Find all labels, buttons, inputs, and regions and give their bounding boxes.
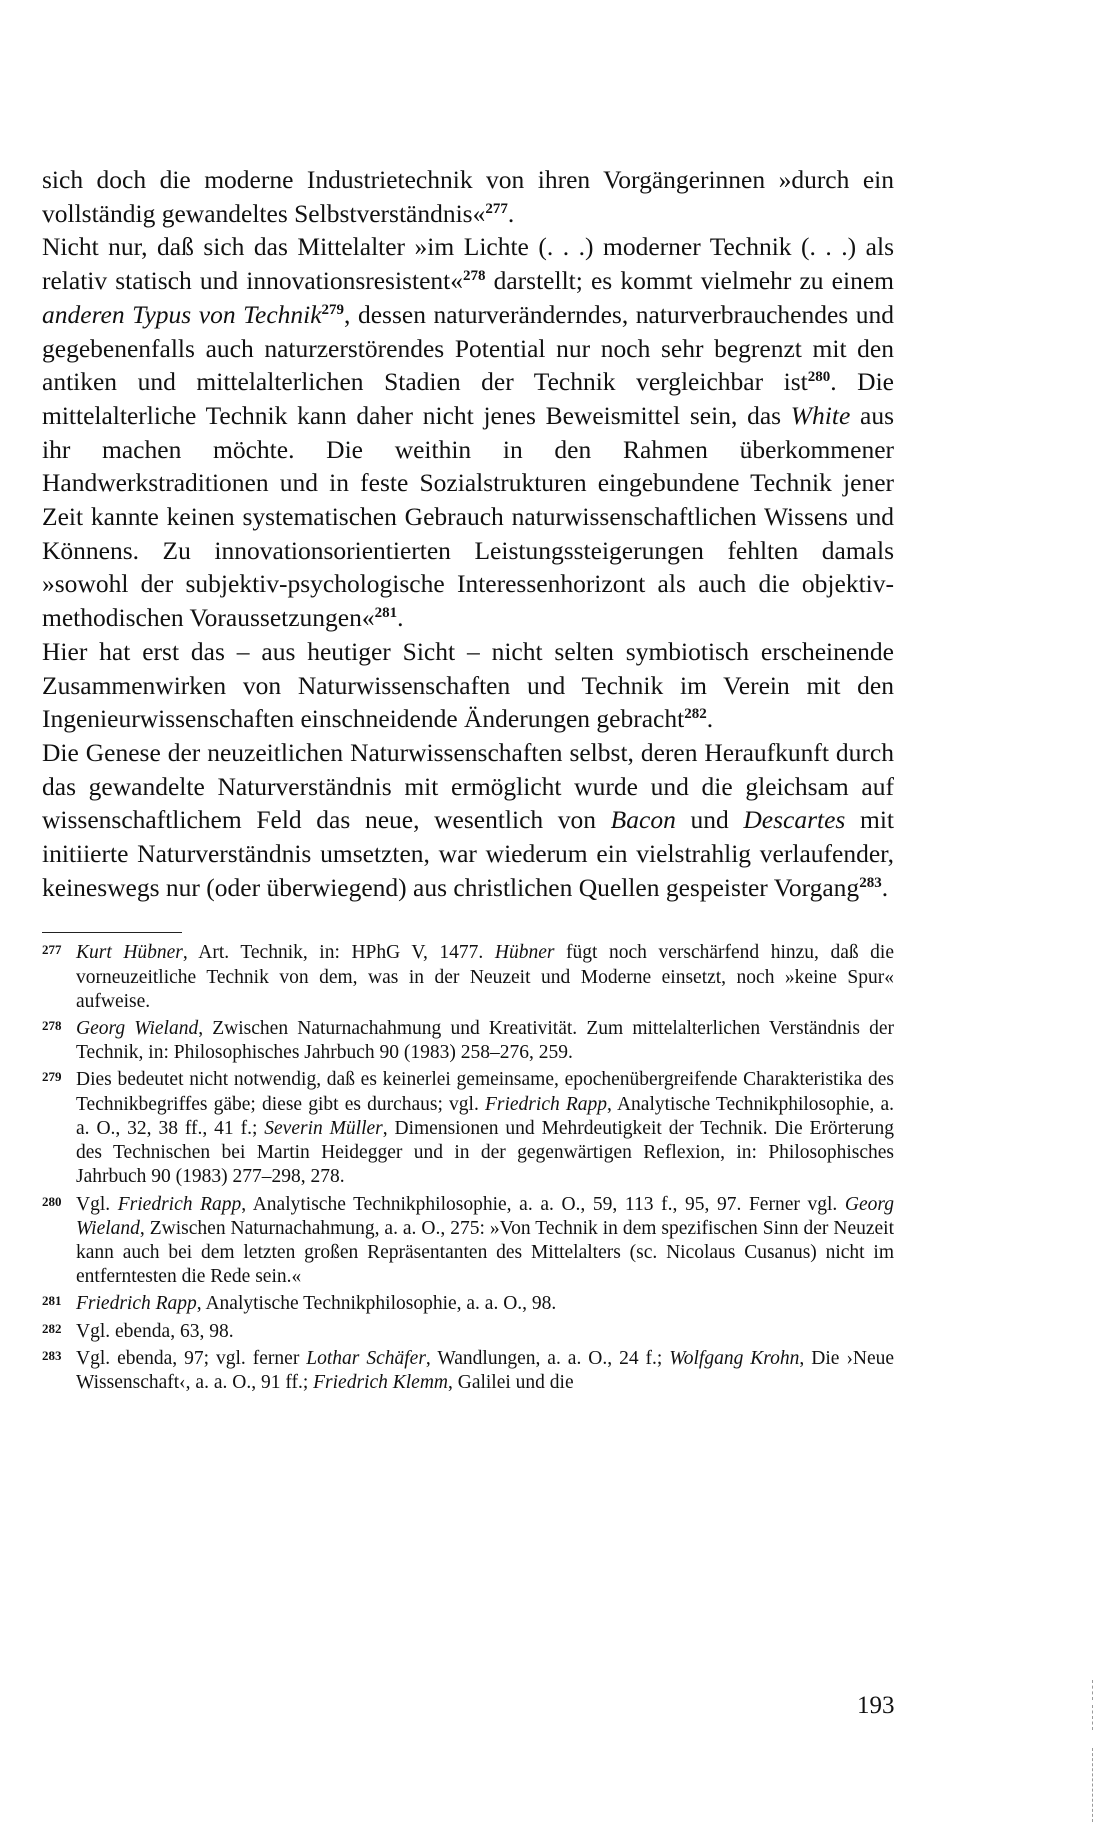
page-number: 193 bbox=[857, 1692, 895, 1719]
footnote-text: Kurt Hübner, Art. Technik, in: HPhG V, 1477. Hübner fügt noch verschärfend hinzu, daß die vorneuzeitliche Technik von dem, was in der Neuzeit und Moderne einsetzt, noch »keine Spur« aufweise. bbox=[76, 942, 895, 1012]
footnotes bbox=[42, 941, 894, 1395]
footnote-number: 280 bbox=[42, 1193, 62, 1209]
italic-name: White bbox=[790, 400, 851, 430]
footnote bbox=[42, 1193, 894, 1290]
italic-name: Friedrich Rapp bbox=[484, 1093, 608, 1115]
footnote-number: 278 bbox=[42, 1018, 62, 1034]
italic-name: Friedrich Klemm bbox=[313, 1371, 448, 1393]
italic-name: Severin Müller bbox=[264, 1117, 383, 1139]
italic-name: Georg Wieland bbox=[76, 1018, 199, 1040]
italic-name: Friedrich Rapp bbox=[117, 1193, 242, 1215]
footnote-reference: 278 bbox=[462, 268, 486, 285]
footnote bbox=[42, 1320, 894, 1344]
paragraph: sich doch die moderne Industrietechnik von ihren Vorgängerinnen »durch ein vollständig gewandeltes Selbstverständnis«$^{277}$. bbox=[42, 165, 894, 228]
italic-name: Bacon bbox=[610, 805, 676, 835]
paragraph: Nicht nur, daß sich das Mittelalter »im Lichte (. . .) moderner Technik (. . .) als relativ statisch und innovationsresistent«$^{278}$ darstellt; es kommt vielmehr zu einem anderen Typus von Technik$^{279}$, dessen naturveränderndes, naturverbrauchendes und gegebenenfalls auch naturzerstörendes Potential nur noch sehr begrenzt mit den antiken und mittelalterlichen Stadien der Technik vergleichbar ist$^{280}$. Die mittelalterliche Technik kann daher nicht jenes Beweismittel sein, das White aus ihr machen möchte. Die weithin in den Rahmen überkommener Handwerkstraditionen und in feste Sozialstrukturen eingebundene Technik jener Zeit kannte keinen systematischen Gebrauch naturwissenschaftlichen Wissens und Könnens. Zu innovationsorientierten Leistungssteigerungen fehlten damals »sowohl der subjektiv-psychologische Interessenhorizont als auch die objektiv-methodischen Voraussetzungen«$^{281}$. bbox=[42, 232, 895, 633]
footnote-reference: 281 bbox=[374, 605, 398, 622]
footnote-text: Vgl. ebenda, 97; vgl. ferner Lothar Schäfer, Wandlungen, a. a. O., 24 f.; Wolfgang Krohn, Die ›Neue Wissenschaft‹, a. a. O., 91 ff.; Friedrich Klemm, Galilei und die bbox=[76, 1347, 895, 1393]
footnote-text: Vgl. Friedrich Rapp, Analytische Technikphilosophie, a. a. O., 59, 113 f., 95, 97. Ferner vgl. Georg Wieland, Zwischen Naturnachahmung, a. a. O., 275: »Von Technik in dem spezifischen Sinn der Neuzeit kann auch bei dem letzten großen Repräsentanten des Mittelalters (sc. Nicolaus Cusanus) nicht im entferntesten die Rede sein.« bbox=[76, 1193, 895, 1288]
footnote bbox=[42, 1347, 894, 1395]
footnote-number: 279 bbox=[42, 1069, 62, 1085]
italic-name: Lothar Schäfer bbox=[306, 1347, 426, 1369]
footnote-number: 283 bbox=[42, 1347, 62, 1363]
footnote-separator bbox=[42, 932, 182, 933]
footnote bbox=[42, 1292, 894, 1316]
main-text bbox=[42, 163, 894, 904]
footnote-reference: 283 bbox=[859, 874, 882, 891]
italic-name: Wolfgang Krohn bbox=[669, 1347, 800, 1369]
footnote bbox=[42, 941, 894, 1014]
footnote-number: 282 bbox=[42, 1320, 62, 1336]
footnote-text: Friedrich Rapp, Analytische Technikphilosophie, a. a. O., 98. bbox=[76, 1293, 557, 1315]
paragraph: Die Genese der neuzeitlichen Naturwissenschaften selbst, deren Heraufkunft durch das gewandelte Naturverständnis mit ermöglicht wurde und die gleichsam auf wissenschaftlichem Feld das neue, wesentlich von Bacon und Descartes mit initiierte Naturverständnis umsetzten, war wiederum ein vielstrahlig verlaufender, keineswegs nur (oder überwiegend) aus christlichen Quellen gespeister Vorgang$^{283}$. bbox=[42, 737, 894, 902]
scan-margin-mark bbox=[1092, 1705, 1093, 1730]
scan-margin-mark bbox=[1092, 1748, 1093, 1822]
italic-name: Georg Wieland bbox=[76, 1193, 895, 1239]
scan-margin-mark bbox=[1092, 1680, 1093, 1700]
italic-name: Hübner bbox=[494, 942, 555, 964]
footnote-reference: 282 bbox=[684, 706, 707, 723]
footnote-reference: 279 bbox=[321, 301, 345, 318]
footnote-reference: 277 bbox=[485, 200, 508, 217]
footnote-reference: 280 bbox=[807, 369, 831, 386]
footnote-text: Vgl. ebenda, 63, 98. bbox=[76, 1320, 234, 1342]
paragraph: Hier hat erst das – aus heutiger Sicht – nicht selten symbiotisch erscheinende Zusammenwirken von Naturwissenschaften und Technik im Verein mit den Ingenieurwissenschaften einschneidende Änderungen gebracht$^{282}$. bbox=[42, 636, 894, 734]
footnote bbox=[42, 1017, 894, 1065]
italic-name: Kurt Hübner bbox=[76, 942, 183, 964]
footnote-text: Dies bedeutet nicht notwendig, daß es keinerlei gemeinsame, epochenübergreifende Charakteristika des Technikbegriffes gäbe; diese gibt es durchaus; vgl. Friedrich Rapp, Analytische Technikphilosophie, a. a. O., 32, 38 ff., 41 f.; Severin Müller, Dimensionen und Mehrdeutigkeit der Technik. Die Erörterung des Technischen bei Martin Heidegger und in der gegenwärtigen Reflexion, in: Philosophisches Jahrbuch 90 (1983) 277–298, 278. bbox=[76, 1069, 894, 1188]
italic-name: Descartes bbox=[743, 805, 846, 835]
italic-name: anderen Typus von Technik bbox=[42, 299, 322, 329]
italic-name: Friedrich Rapp bbox=[76, 1293, 197, 1315]
book-page bbox=[42, 163, 894, 1398]
footnote-number: 281 bbox=[42, 1293, 62, 1309]
footnote-text: Georg Wieland, Zwischen Naturnachahmung und Kreativität. Zum mittelalterlichen Verständnis der Technik, in: Philosophisches Jahrbuch 90 (1983) 258–276, 259. bbox=[76, 1018, 894, 1064]
footnote-number: 277 bbox=[42, 942, 62, 958]
footnote bbox=[42, 1068, 894, 1189]
